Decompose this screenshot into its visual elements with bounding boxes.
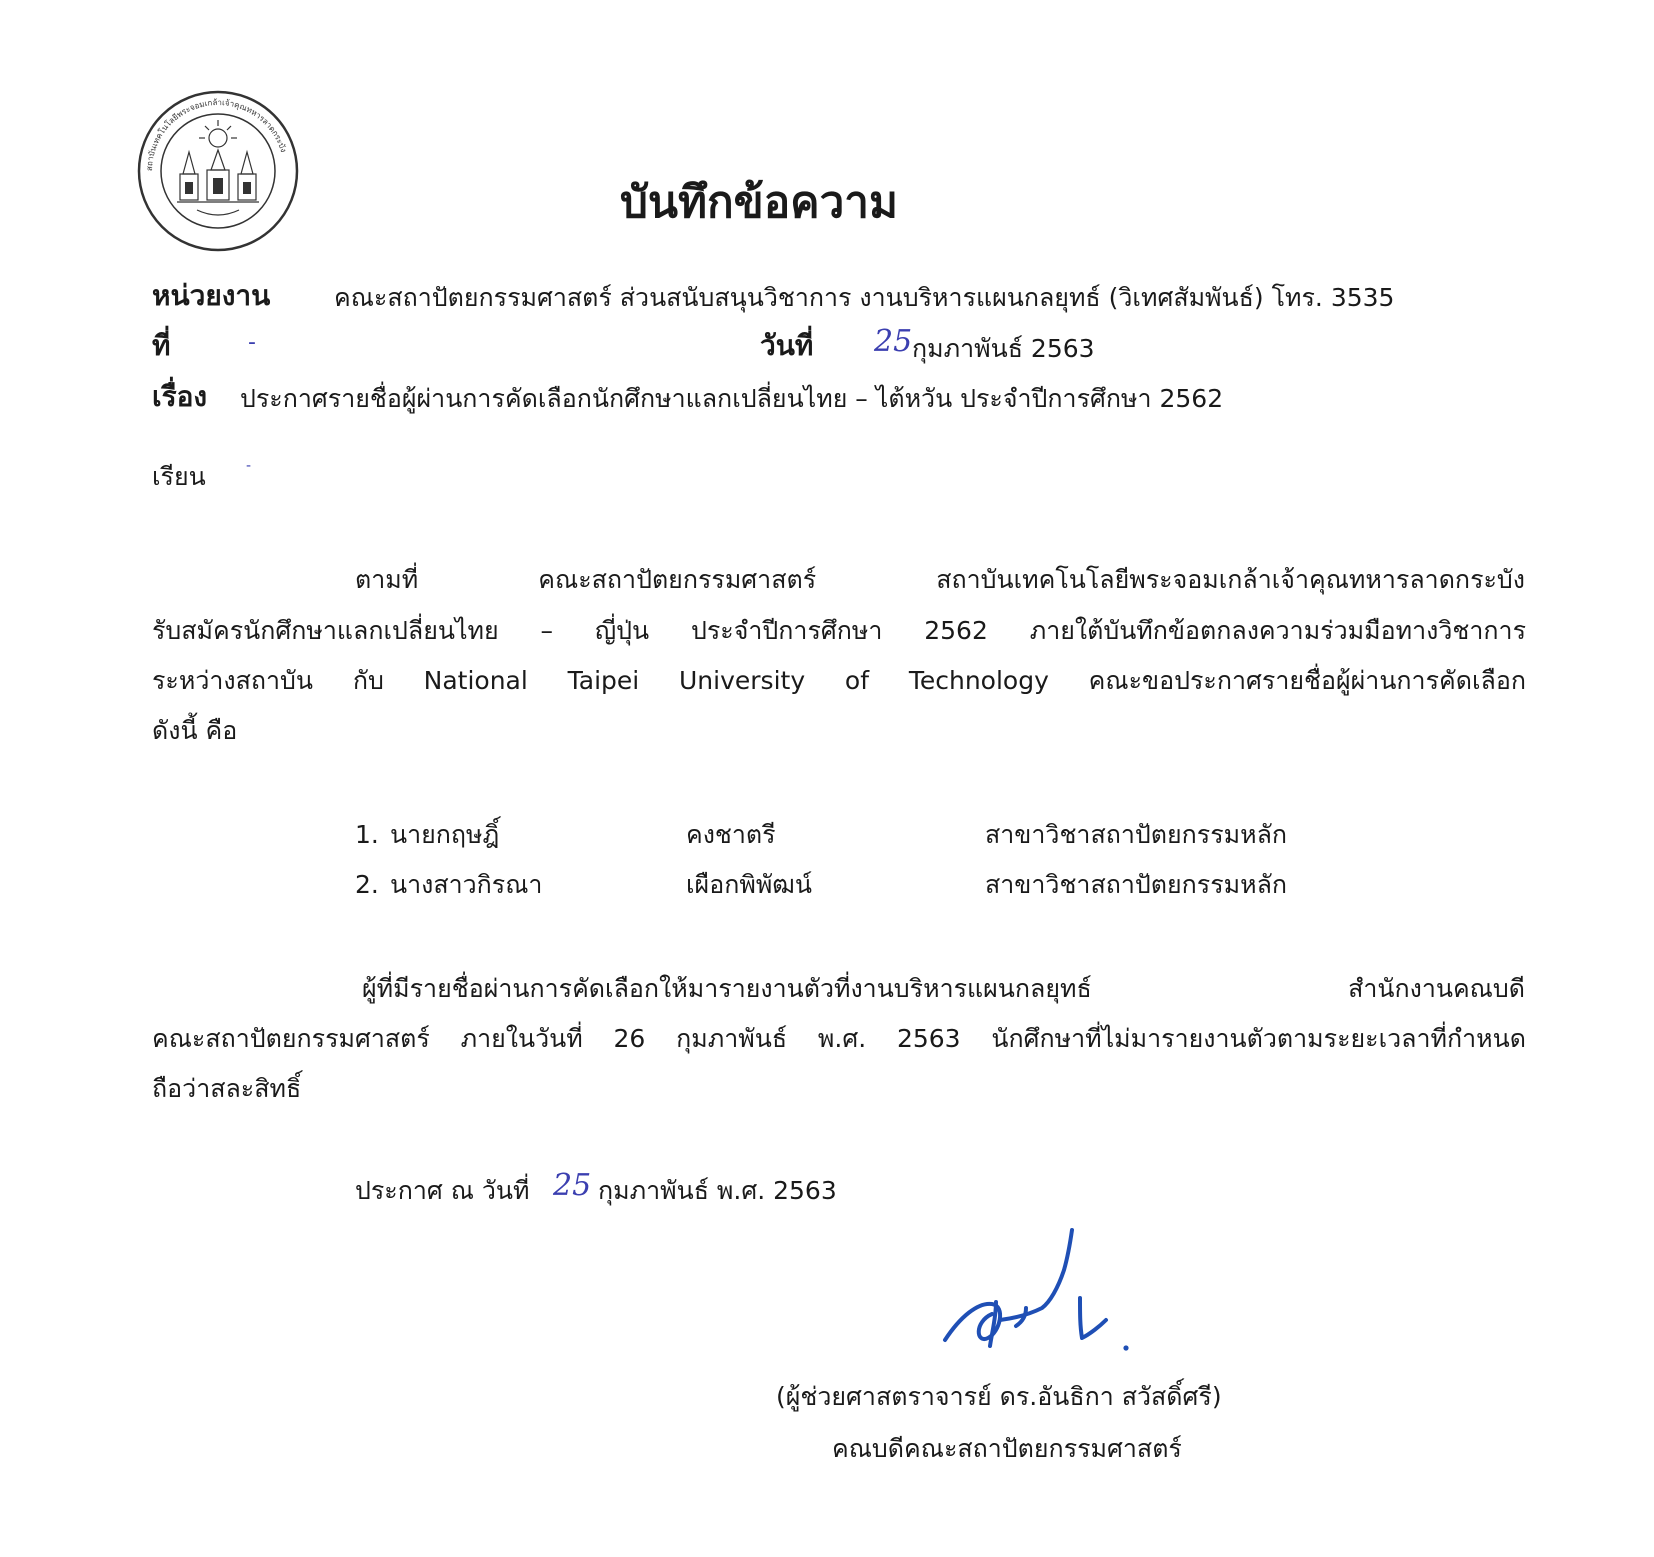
date-label: วันที่ bbox=[760, 329, 814, 362]
handwritten-signature-icon bbox=[930, 1222, 1150, 1362]
student-major: สาขาวิชาสถาปัตยกรรมหลัก bbox=[985, 870, 1288, 899]
document-title: บันทึกข้อความ bbox=[620, 177, 899, 228]
signatory-position: คณบดีคณะสถาปัตยกรรมศาสตร์ bbox=[832, 1434, 1182, 1463]
paragraph-1-line-2: รับสมัครนักศึกษาแลกเปลี่ยนไทย – ญี่ปุ่น ประจำปีการศึกษา 2562 ภายใต้บันทึกข้อตกลงความร่วมมือทางวิชาการ bbox=[152, 616, 1526, 645]
student-last-name: เผือกพิพัฒน์ bbox=[686, 870, 812, 899]
student-last-name: คงชาตรี bbox=[686, 820, 776, 849]
announce-day-handwritten: 25 bbox=[553, 1168, 592, 1203]
date-rest: กุมภาพันธ์ 2563 bbox=[912, 334, 1095, 363]
to-value: - bbox=[246, 458, 252, 474]
student-number: 1. bbox=[355, 820, 379, 849]
student-number: 2. bbox=[355, 870, 379, 899]
announce-prefix: ประกาศ ณ วันที่ bbox=[355, 1176, 530, 1205]
student-first-name: นายกฤษฎิ์ bbox=[390, 820, 500, 849]
agency-value: คณะสถาปัตยกรรมศาสตร์ ส่วนสนับสนุนวิชาการ งานบริหารแผนกลยุทธ์ (วิเทศสัมพันธ์) โทร. 3535 bbox=[334, 283, 1395, 312]
announce-suffix: กุมภาพันธ์ พ.ศ. 2563 bbox=[598, 1176, 837, 1205]
student-major: สาขาวิชาสถาปัตยกรรมหลัก bbox=[985, 820, 1288, 849]
paragraph-2-line-3: ถือว่าสละสิทธิ์ bbox=[152, 1074, 302, 1103]
seal-ring-text: สถาบันเทคโนโลยีพระจอมเกล้าเจ้าคุณทหารลาดกระบัง bbox=[144, 97, 289, 172]
paragraph-2-line-2: คณะสถาปัตยกรรมศาสตร์ ภายในวันที่ 26 กุมภาพันธ์ พ.ศ. 2563 นักศึกษาที่ไม่มารายงานตัวตามระยะเวลาที่กำหนด bbox=[152, 1024, 1526, 1053]
ref-label: ที่ bbox=[152, 329, 171, 362]
agency-label: หน่วยงาน bbox=[152, 279, 271, 312]
date-day-handwritten: 25 bbox=[874, 324, 913, 359]
to-label: เรียน bbox=[152, 462, 206, 491]
subject-value: ประกาศรายชื่อผู้ผ่านการคัดเลือกนักศึกษาแลกเปลี่ยนไทย – ไต้หวัน ประจำปีการศึกษา 2562 bbox=[240, 384, 1224, 413]
subject-label: เรื่อง bbox=[152, 380, 208, 413]
student-first-name: นางสาวกิรณา bbox=[390, 870, 543, 899]
university-seal-icon bbox=[137, 90, 299, 252]
signatory-name: (ผู้ช่วยศาสตราจารย์ ดร.อันธิกา สวัสดิ์ศรี) bbox=[776, 1382, 1222, 1411]
ref-value: - bbox=[248, 330, 256, 355]
paragraph-1-line-3: ระหว่างสถาบัน กับ National Taipei University of Technology คณะขอประกาศรายชื่อผู้ผ่านการคัดเลือก bbox=[152, 666, 1526, 695]
paragraph-1-line-1: ตามที่ คณะสถาปัตยกรรมศาสตร์ สถาบันเทคโนโลยีพระจอมเกล้าเจ้าคุณทหารลาดกระบัง bbox=[355, 565, 1525, 594]
paragraph-2-line-1: ผู้ที่มีรายชื่อผ่านการคัดเลือกให้มารายงานตัวที่งานบริหารแผนกลยุทธ์ สำนักงานคณบดี bbox=[362, 974, 1525, 1003]
paragraph-1-line-4: ดังนี้ คือ bbox=[152, 716, 238, 745]
